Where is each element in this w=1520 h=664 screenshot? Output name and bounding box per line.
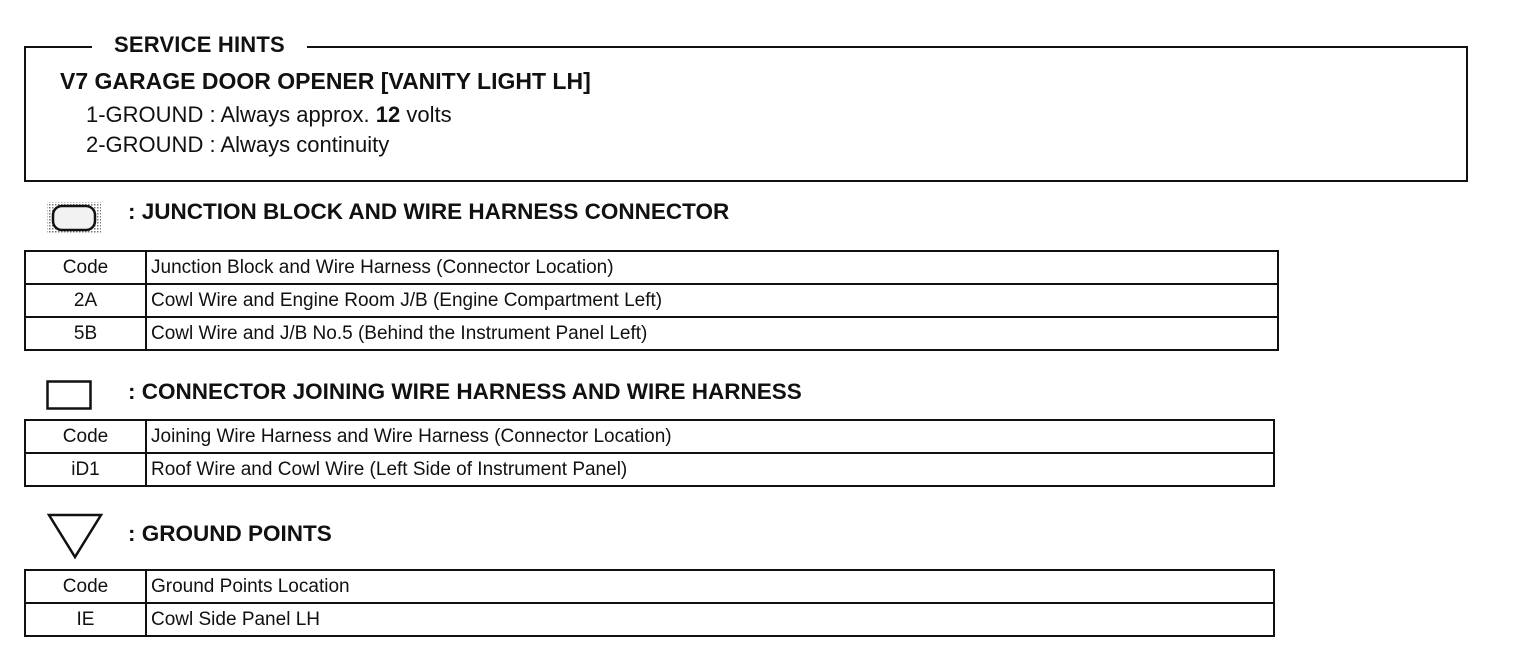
table-cell-code: iD1 (25, 453, 146, 486)
hint-line-2: 2-GROUND : Always continuity (86, 132, 390, 157)
table-cell-desc: Roof Wire and Cowl Wire (Left Side of Instrument Panel) (146, 453, 1274, 486)
table-row (25, 284, 1278, 317)
table-cell-code: 5B (25, 317, 146, 350)
table-cell-desc: Cowl Wire and Engine Room J/B (Engine Compartment Left) (146, 284, 1278, 317)
table-header-code: Code (25, 570, 146, 603)
table-header-row (25, 251, 1278, 284)
ground-table (24, 569, 1275, 637)
hint-line-1 (86, 102, 452, 128)
table-cell-desc: Cowl Wire and J/B No.5 (Behind the Instrument Panel Left) (146, 317, 1278, 350)
table-row (25, 317, 1278, 350)
rectangle-connector-icon (46, 380, 92, 410)
table-header-desc: Joining Wire Harness and Wire Harness (Connector Location) (146, 420, 1274, 453)
table-header-code: Code (25, 420, 146, 453)
junction-section-title: : JUNCTION BLOCK AND WIRE HARNESS CONNECTOR (128, 199, 730, 224)
hint-line-1-prefix: 1-GROUND : Always approx. (86, 102, 376, 127)
hint-line-1-suffix: volts (400, 102, 452, 127)
connector-section-title: : CONNECTOR JOINING WIRE HARNESS AND WIRE HARNESS (128, 379, 802, 404)
ground-triangle-icon (46, 512, 104, 560)
table-header-desc: Junction Block and Wire Harness (Connector Location) (146, 251, 1278, 284)
table-row (25, 603, 1274, 636)
connector-table (24, 419, 1275, 487)
table-header-row (25, 420, 1274, 453)
table-cell-code: 2A (25, 284, 146, 317)
service-hints-heading: V7 GARAGE DOOR OPENER [VANITY LIGHT LH] (60, 68, 591, 94)
rounded-connector-icon (46, 201, 102, 235)
table-header-desc: Ground Points Location (146, 570, 1274, 603)
service-hints-title: SERVICE HINTS (92, 32, 307, 58)
table-cell-desc: Cowl Side Panel LH (146, 603, 1274, 636)
junction-table (24, 250, 1279, 351)
table-row (25, 453, 1274, 486)
hint-line-1-value: 12 (375, 102, 401, 127)
table-header-row (25, 570, 1274, 603)
ground-section-title: : GROUND POINTS (128, 521, 332, 546)
table-header-code: Code (25, 251, 146, 284)
table-cell-code: IE (25, 603, 146, 636)
